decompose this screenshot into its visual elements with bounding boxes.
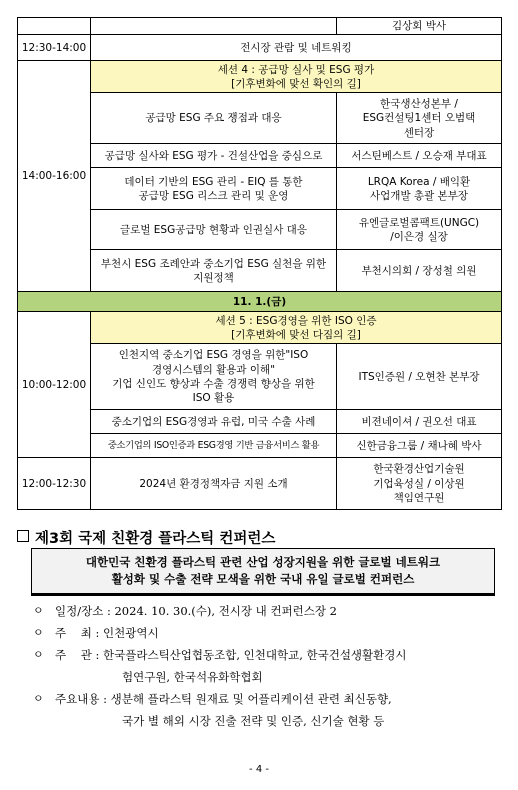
- speaker-line: 한국환경산업기술원: [373, 463, 465, 476]
- session4-title: 세션 4 : 공급망 실사 및 ESG 평가: [217, 63, 375, 76]
- speaker-line: LRQA Korea / 배익환: [367, 175, 471, 188]
- session4-topic-4: 글로벌 ESG공급망 현황과 인권실사 대응: [91, 210, 337, 250]
- section3-heading: [17, 527, 501, 548]
- session4-speaker-2: 서스틴베스트 / 오승재 부대표: [337, 144, 502, 168]
- item-continuation: 험연구원, 한국석유화학협회: [122, 670, 263, 684]
- section3-banner: [31, 548, 495, 596]
- session5-subtitle: [기후변화에 맞선 다짐의 길]: [231, 328, 361, 341]
- item-continuation: 국가 별 해외 시장 진출 전략 및 인증, 신기술 현황 등: [122, 714, 385, 728]
- list-item: [30, 688, 502, 732]
- item-text: 일정/장소 : 2024. 10. 30.(수), 전시장 내 컨퍼런스장 2: [55, 604, 337, 618]
- speaker-line: ESG컨설팅1센터 오범택: [362, 112, 476, 125]
- speaker-line: 센터장: [403, 126, 435, 139]
- speaker-line: 기업육성실 / 이상원: [373, 477, 465, 490]
- session4-topic-3: [91, 168, 337, 210]
- list-item: [30, 644, 502, 688]
- session4-speaker-3: [337, 168, 502, 210]
- speaker-line: 한국생산성본부 /: [380, 97, 458, 110]
- speaker-line: 유엔글로벌콤팩트(UNGC): [358, 216, 480, 229]
- list-item: [30, 622, 502, 644]
- list-item: [30, 600, 502, 622]
- session5-topic-2: 중소기업의 ESG경영과 유럽, 미국 수출 사례: [91, 410, 337, 434]
- page-number: - 4 -: [249, 764, 269, 775]
- prev-speaker: 김상회 박사: [337, 18, 502, 35]
- session4-topic-2: 공급망 실사와 ESG 평가 - 건설산업을 중심으로: [91, 144, 337, 168]
- session5-speaker-2: 비젼네이셔 / 권오선 대표: [337, 410, 502, 434]
- item-text: 주 최 : 인천광역시: [55, 626, 159, 640]
- speaker-line: /이은경 실장: [390, 230, 448, 243]
- session4-speaker-5: 부천시의회 / 장성철 의원: [337, 250, 502, 292]
- banner-line-2: 활성화 및 수출 전략 모색을 위한 국내 유일 글로벌 컨퍼런스: [111, 572, 415, 586]
- session5-topic-3: 중소기업의 ISO인증과 ESG경영 기반 금융서비스 활용: [91, 434, 337, 458]
- session4-header: [91, 61, 502, 93]
- speaker-line: 책임연구원: [393, 492, 445, 505]
- session4-subtitle: [기후변화에 맞선 확인의 길]: [231, 77, 361, 90]
- topic-line: 지원정책: [193, 271, 234, 284]
- session5-speaker-3: 신한금융그룹 / 채나혜 박사: [337, 434, 502, 458]
- circle-bullet-icon: ㅇ: [33, 692, 44, 705]
- topic-line: 공급망 ESG 리스크 관리 및 운영: [138, 189, 289, 202]
- topic-line: 데이터 기반의 ESG 관리 - EIQ 를 통한: [124, 175, 303, 188]
- section3-items: [30, 600, 502, 732]
- circle-bullet-icon: ㅇ: [33, 626, 44, 639]
- session5-header: [91, 312, 502, 344]
- session5-speaker-1: ITS인증원 / 오현찬 본부장: [337, 344, 502, 410]
- session5-title: 세션 5 : ESG경영을 위한 ISO 인증: [215, 314, 377, 327]
- session4-speaker-4: [337, 210, 502, 250]
- banner-line-1: 대한민국 친환경 플라스틱 관련 산업 성장지원을 위한 글로벌 네트워크: [85, 554, 441, 569]
- closing-speaker: [337, 458, 502, 510]
- checkbox-square-icon: [17, 530, 29, 542]
- topic-line: ISO 활용: [192, 392, 235, 405]
- closing-topic: 2024년 환경정책자금 지원 소개: [91, 458, 337, 510]
- topic-line: 인천지역 중소기업 ESG 경영을 위한"ISO: [118, 349, 309, 362]
- item-text: 주요내용 : 생분해 플라스틱 원재료 및 어플리케이션 관련 최신동향,: [55, 692, 392, 706]
- speaker-line: 사업개발 총괄 본부장: [370, 189, 468, 202]
- closing-time: 12:00-12:30: [18, 458, 91, 510]
- topic-line: 기업 신인도 향상과 수출 경쟁력 향상을 위한: [112, 377, 315, 390]
- day-label: 11. 1.(금): [18, 292, 502, 312]
- networking-label: 전시장 관람 및 네트워킹: [91, 35, 502, 61]
- session4-topic-1: 공급망 ESG 주요 쟁점과 대응: [91, 93, 337, 144]
- session5-time: 10:00-12:00: [18, 312, 91, 458]
- session4-speaker-1: [337, 93, 502, 144]
- session5-topic-1: [91, 344, 337, 410]
- section3-title: 제3회 국제 친환경 플라스틱 컨퍼런스: [35, 531, 276, 547]
- session4-topic-5: [91, 250, 337, 292]
- topic-line: 부천시 ESG 조례안과 중소기업 ESG 실천을 위한: [100, 257, 327, 270]
- circle-bullet-icon: ㅇ: [33, 604, 44, 617]
- circle-bullet-icon: ㅇ: [33, 648, 44, 661]
- schedule-table: [17, 17, 502, 510]
- topic-line: 경영시스템의 활용과 이해": [151, 363, 276, 376]
- item-text: 주 관 : 한국플라스틱산업협동조합, 인천대학교, 한국건설생활환경시: [55, 648, 407, 662]
- networking-time: 12:30-14:00: [18, 35, 91, 61]
- session4-time: 14:00-16:00: [18, 61, 91, 292]
